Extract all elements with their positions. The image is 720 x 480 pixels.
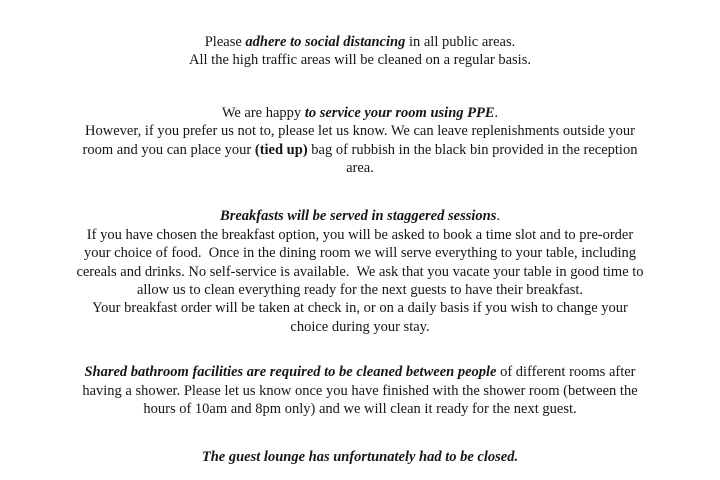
text-segment: If you have chosen the breakfast option, you will be asked to book a time slot and to pre-order xyxy=(86,226,634,243)
text-segment: to service your room using PPE xyxy=(304,104,495,121)
text-line xyxy=(0,263,720,281)
text-line xyxy=(0,400,720,418)
text-segment: room and you can place your xyxy=(82,141,255,158)
text-segment: in all public areas. xyxy=(405,34,516,50)
text-segment: Shared bathroom facilities are required to be cleaned between people xyxy=(84,364,497,381)
social-distancing-notice xyxy=(0,33,720,70)
text-line xyxy=(0,448,720,466)
text-line xyxy=(0,51,720,69)
text-segment: adhere to social distancing xyxy=(245,34,406,50)
text-segment: However, if you prefer us not to, please let us know. We can leave replenishments outside your xyxy=(85,123,635,140)
text-line xyxy=(0,299,720,317)
breakfast-sessions-notice xyxy=(0,207,720,336)
text-segment: cereals and drinks. No self-service is available. We ask that you vacate your table in good time to xyxy=(76,263,644,280)
shared-bathroom-notice xyxy=(0,363,720,418)
room-service-ppe-notice xyxy=(0,104,720,178)
text-line xyxy=(0,141,720,159)
text-line xyxy=(0,104,720,122)
text-line xyxy=(0,122,720,140)
text-segment: your choice of food. Once in the dining room we will serve everything to your table, including xyxy=(83,245,637,262)
text-segment: All the high traffic areas will be cleaned on a regular basis. xyxy=(189,52,531,69)
text-line xyxy=(0,159,720,177)
text-line xyxy=(0,363,720,381)
text-segment: bag of rubbish in the black bin provided in the reception xyxy=(307,141,638,158)
text-segment: . xyxy=(494,104,499,121)
text-segment: The guest lounge has unfortunately had to be closed. xyxy=(201,448,519,465)
text-line xyxy=(0,226,720,244)
text-segment: of different rooms after xyxy=(496,364,636,381)
text-segment: choice during your stay. xyxy=(290,318,430,335)
text-segment: allow us to clean everything ready for the next guests to have their breakfast. xyxy=(136,282,584,299)
text-segment: Please xyxy=(204,34,246,50)
text-line xyxy=(0,33,720,51)
text-segment: Breakfasts will be served in staggered sessions xyxy=(220,208,497,225)
text-segment: . xyxy=(496,208,500,225)
text-line xyxy=(0,281,720,299)
text-line xyxy=(0,382,720,400)
text-segment: (tied up) xyxy=(254,141,308,158)
guest-lounge-closed-notice xyxy=(0,448,720,466)
text-segment: having a shower. Please let us know once you have finished with the shower room (between the xyxy=(82,382,638,399)
text-line xyxy=(0,318,720,336)
text-segment: area. xyxy=(346,160,374,177)
text-segment: hours of 10am and 8pm only) and we will clean it ready for the next guest. xyxy=(143,401,577,418)
text-line xyxy=(0,207,720,225)
text-line xyxy=(0,244,720,262)
text-segment: We are happy xyxy=(221,104,305,121)
text-segment: Your breakfast order will be taken at check in, or on a daily basis if you wish to change your xyxy=(92,300,628,317)
